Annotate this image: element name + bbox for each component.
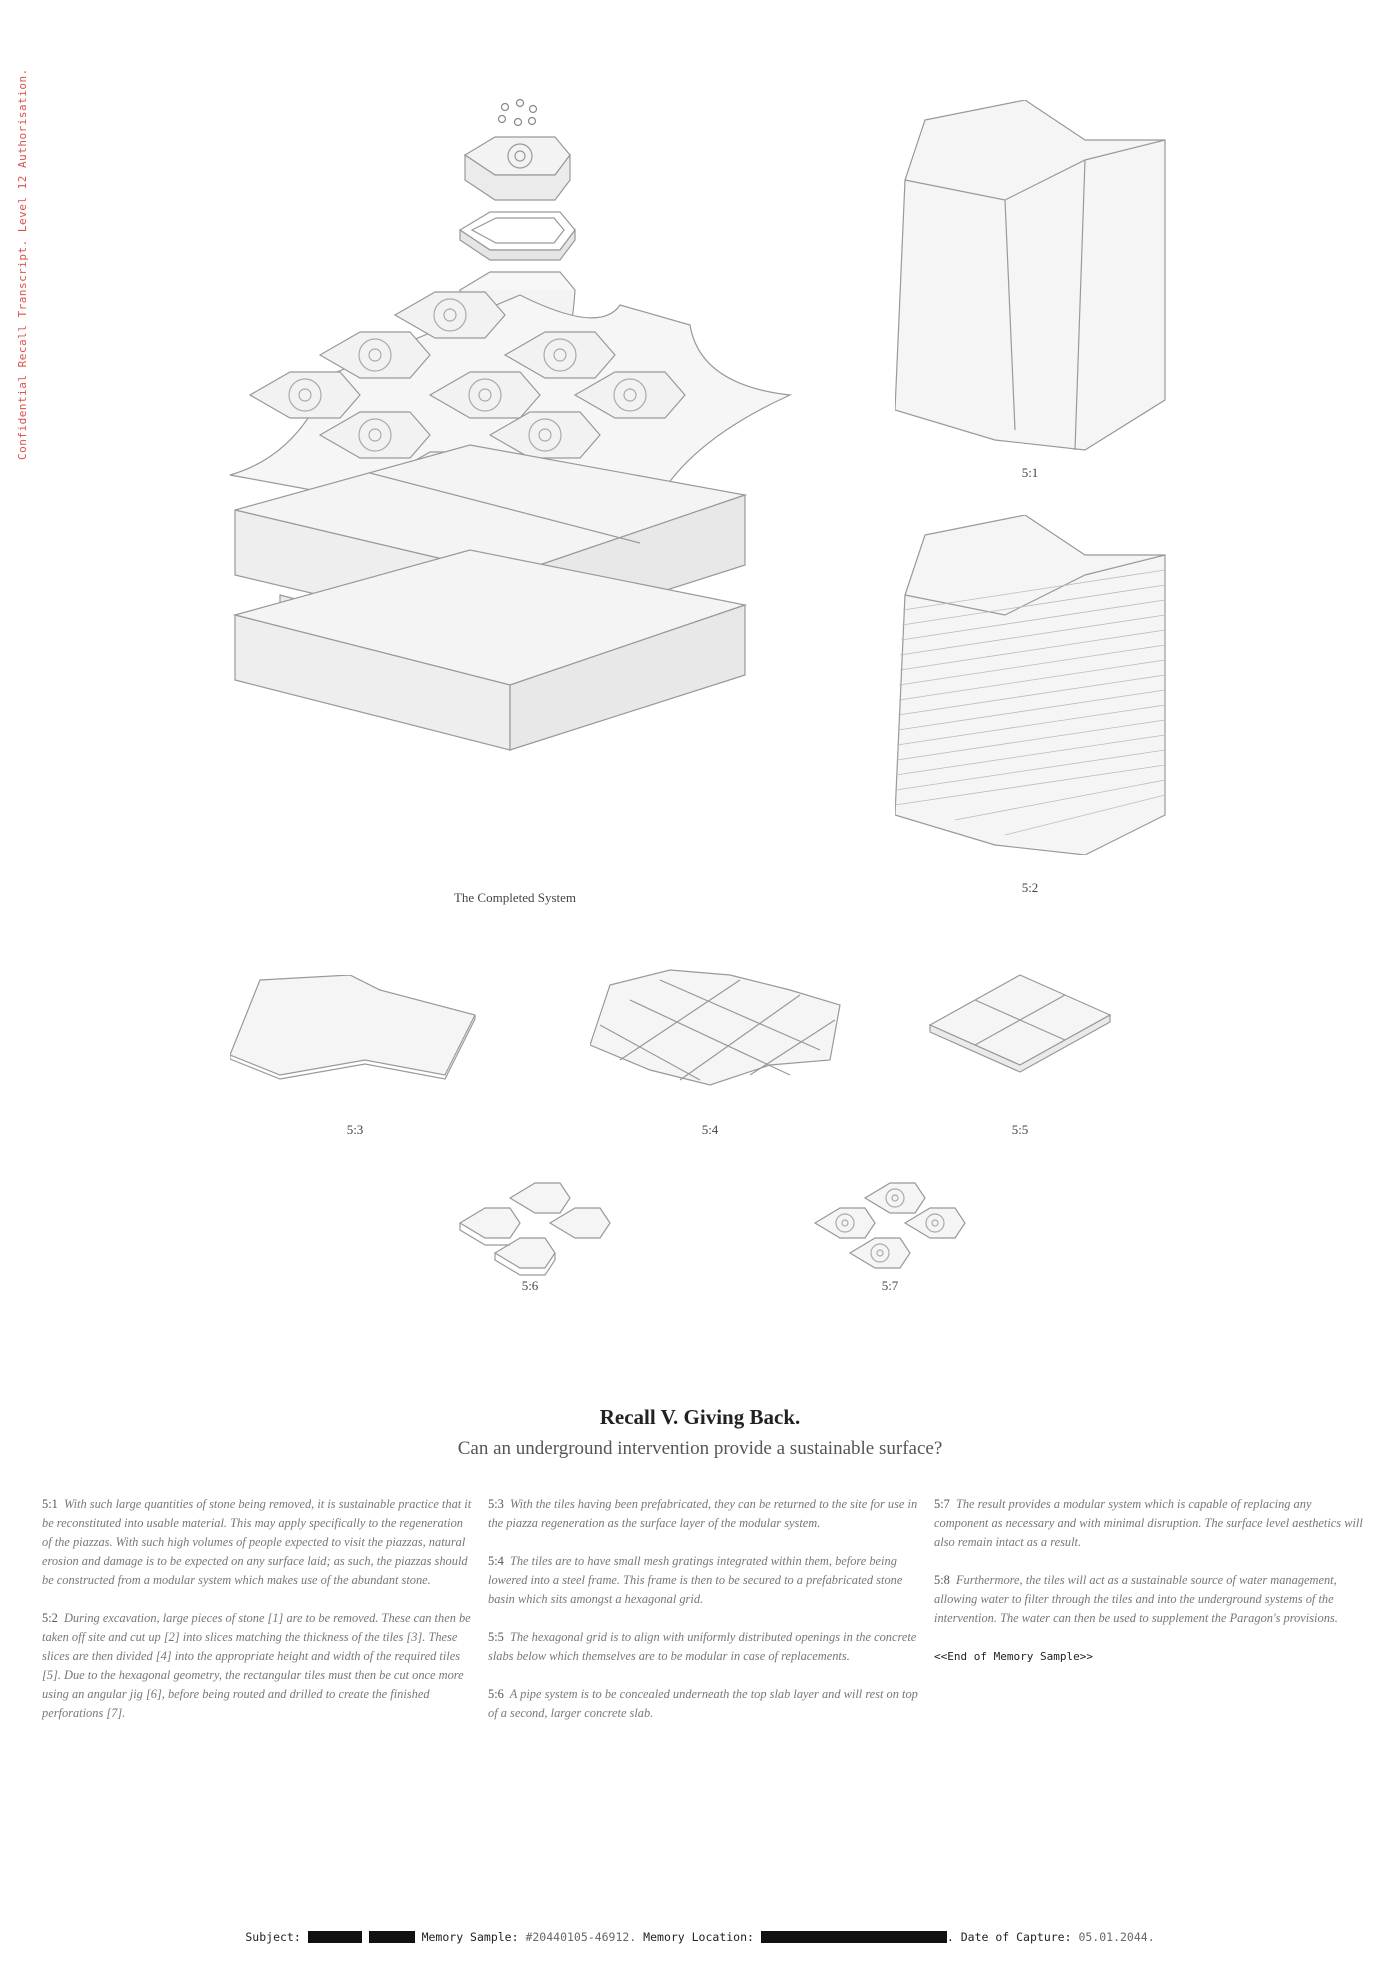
text-column-2 xyxy=(488,1495,918,1742)
fig-5-1-caption: 5:1 xyxy=(1021,465,1039,480)
redaction-bar xyxy=(308,1931,362,1943)
paragraph-5-6: 5:6 A pipe system is to be concealed underneath the top slab layer and will rest on top of a second, larger concrete slab. xyxy=(488,1687,918,1720)
text-column-1 xyxy=(42,1495,472,1742)
confidential-label: Confidential Recall Transcript. Level 12 Authorisation. xyxy=(16,68,29,460)
redaction-bar xyxy=(761,1931,947,1943)
footer-metadata xyxy=(0,1930,1400,1944)
page-subtitle: Can an underground intervention provide a sustainable surface? xyxy=(457,1438,943,1459)
paragraph-5-5: 5:5 The hexagonal grid is to align with uniformly distributed openings in the concrete slabs below which themselves are to be modular in case of replacements. xyxy=(488,1630,917,1663)
completed-system-figure xyxy=(220,95,810,875)
paragraph-5-1: 5:1 With such large quantities of stone being removed, it is sustainable practice that it be reconstituted into usable material. This may apply specifically to the regeneration of the piazzas. With such high volumes of people expected to visit the piazzas, natural erosion and damage is to be expected on any surface laid; as such, the piazzas should be constructed from a modular system which makes use of the abundant stone. xyxy=(42,1497,472,1587)
floating-hex-tile xyxy=(465,137,570,200)
fig-5-7-caption: 5:7 xyxy=(881,1278,899,1293)
date-label: . Date of Capture: xyxy=(946,1930,1072,1944)
text-column-3 xyxy=(934,1495,1364,1685)
fig-5-5-caption: 5:5 xyxy=(1011,1122,1029,1137)
fig-5-3-caption: 5:3 xyxy=(346,1122,364,1137)
page-title: Recall V. Giving Back. xyxy=(599,1405,801,1429)
end-of-memory-sample: <<End of Memory Sample>> xyxy=(934,1650,1093,1663)
memory-location-label: Memory Location: xyxy=(643,1930,754,1944)
fig-5-2-sliced-block xyxy=(895,515,1175,855)
fig-5-5-rectangular-tiles xyxy=(925,970,1115,1080)
paragraph-5-8: 5:8 Furthermore, the tiles will act as a sustainable source of water management, allowing water to filter through the tiles and into the underground systems of the intervention. The water can then be used to supplement the Paragon's provisions. xyxy=(934,1573,1338,1625)
fig-5-1-stone-block xyxy=(895,100,1175,460)
memory-sample-value: #20440105-46912. xyxy=(525,1930,637,1944)
redaction-bar xyxy=(369,1931,415,1943)
fig-5-3-stone-slice xyxy=(230,975,480,1085)
fig-5-4-divided-slice xyxy=(590,965,850,1095)
subject-label: Subject: xyxy=(245,1930,301,1944)
paragraph-5-7: 5:7 The result provides a modular system which is capable of replacing any component as necessary and with minimal disruption. The surface level aesthetics will also remain intact as a result. xyxy=(934,1497,1363,1549)
date-value: 05.01.2044. xyxy=(1078,1930,1155,1944)
drain-dots-icon xyxy=(499,100,537,126)
fig-5-6-caption: 5:6 xyxy=(521,1278,539,1293)
fig-5-6-hex-tiles xyxy=(455,1178,615,1278)
paragraph-5-4: 5:4 The tiles are to have small mesh gratings integrated within them, before being lowered into a steel frame. This frame is then to be secured to a prefabricated stone basin which sits amongst a hexagonal grid. xyxy=(488,1554,903,1606)
completed-system-caption: The Completed System xyxy=(453,890,577,905)
fig-5-2-caption: 5:2 xyxy=(1021,880,1039,895)
memory-sample-label: Memory Sample: xyxy=(421,1930,519,1944)
paragraph-5-2: 5:2 During excavation, large pieces of stone [1] are to be removed. These can then be taken off site and cut up [2] into slices matching the thickness of the tiles [3]. These slices are then divided [4] into the appropriate height and width of the required tiles [5]. Due to the hexagonal geometry, the rectangular tiles must then be cut once more using an angular jig [6], before being routed and drilled to create the finished perforations [7]. xyxy=(42,1611,471,1720)
floating-hex-frame xyxy=(460,212,575,260)
fig-5-4-caption: 5:4 xyxy=(701,1122,719,1137)
fig-5-7-perforated-tiles xyxy=(810,1178,970,1278)
paragraph-5-3: 5:3 With the tiles having been prefabricated, they can be returned to the site for use in the piazza regeneration as the surface layer of the modular system. xyxy=(488,1497,918,1530)
